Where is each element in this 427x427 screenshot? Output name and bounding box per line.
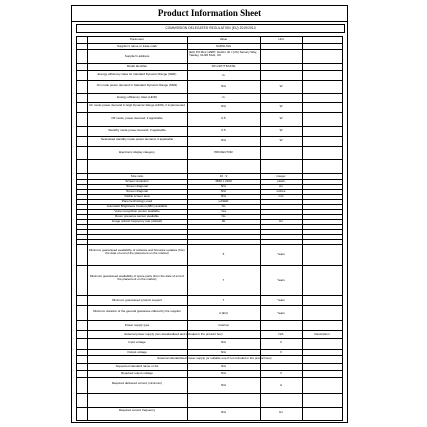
standard-power-label: External standardised power supply (or suitable one if not included in the product box) — [157, 357, 272, 360]
resolution-unit: pixels — [277, 180, 285, 183]
diagonal-unit: cm — [279, 185, 283, 188]
row-value: 0.5 — [221, 129, 226, 132]
row-line — [77, 355, 342, 356]
row-line — [77, 173, 342, 174]
diagonal-inch-label: Screen diagonal — [126, 190, 148, 193]
page-title: Product Information Sheet — [72, 6, 347, 22]
row-value: 0.5 — [221, 117, 226, 120]
row-line — [77, 407, 342, 408]
row-line — [77, 112, 342, 113]
warranty-label: Minimum duration of the general guarantee offered by the supplier — [93, 310, 181, 313]
refresh-unit: Hz — [279, 220, 283, 223]
row-line — [77, 93, 342, 94]
row-line — [77, 349, 342, 350]
output-voltage-value: N/A — [220, 351, 226, 354]
software-value: 5 — [222, 253, 225, 256]
row-label: Energy efficiency class for standard Dynamic Range (SDR) — [97, 73, 177, 76]
row-value: N/A — [220, 105, 226, 108]
input-voltage-value: N/A — [220, 341, 226, 344]
row-label: On mode power demand in High Dynamic Range (HDR), if implemented — [89, 104, 185, 107]
resolution-value: 3840 x 2160 — [215, 180, 232, 183]
row-value: PROJECTOR — [214, 151, 233, 154]
row-unit: W — [279, 85, 283, 88]
row-value: G — [222, 96, 225, 99]
required-frequency-label: Required current frequency — [118, 409, 156, 412]
info-table — [76, 36, 343, 421]
required-output-label: Required output voltage — [121, 372, 153, 375]
row-line — [77, 305, 342, 306]
input-voltage-label: Input voltage — [128, 341, 146, 344]
model-value: SP-LSP7TFAXXE — [211, 65, 236, 68]
support-value: 7 — [222, 299, 225, 302]
power-supply-label: Power supply type — [124, 324, 150, 327]
row-line — [77, 234, 342, 235]
room-label: Room presence sensor available — [115, 215, 159, 218]
required-frequency-unit: Hz — [279, 411, 283, 414]
spare-label: Minimum guaranteed availability of spare parts (from the date of end of the placement on the market) — [89, 275, 185, 281]
row-line — [77, 265, 342, 266]
supplier-address-value: (EU) PO Box 12987, Dublin, IE / (UK) Saxony Way, Yateley, GU46 6GG, UK — [189, 51, 258, 57]
support-unit: Years — [277, 299, 285, 302]
row-line — [77, 126, 342, 127]
supplier-name-value: SAMSUNG — [215, 45, 232, 48]
row-label: Networked standby mode power demand, if applicable — [100, 138, 174, 141]
diagonal-label: Screen diagonal — [126, 185, 148, 188]
row-label: On mode power demand in Standard Dynamic Range (SDR) — [96, 84, 178, 87]
row-unit: W — [279, 117, 283, 120]
row-line — [77, 393, 342, 394]
row-line — [77, 146, 342, 147]
model-label: Model identifier — [126, 65, 148, 68]
row-line — [77, 136, 342, 137]
external-power-extra: Description — [314, 333, 330, 336]
row-line — [77, 330, 342, 331]
row-line — [77, 295, 342, 296]
row-line — [77, 80, 342, 81]
diagonal-inch-unit: inches — [276, 190, 286, 193]
row-line — [77, 244, 342, 245]
power-supply-value: Internal — [218, 324, 229, 327]
row-value: G — [222, 74, 225, 77]
row-line — [77, 224, 342, 225]
abc-label: Automatic Brightness Control (ABC) available — [106, 205, 168, 208]
required-frequency-value: N/A — [220, 411, 226, 414]
row-line — [77, 159, 342, 160]
product-information-sheet — [71, 5, 348, 423]
row-label: Energy efficiency class (HDR) — [117, 96, 157, 99]
row-label: Electronic display category — [119, 151, 155, 154]
row-line — [77, 70, 342, 71]
software-unit: Years — [277, 253, 285, 256]
refresh-value: 60 — [221, 220, 226, 223]
spare-value: 7 — [222, 279, 225, 282]
header-parameter: Parameter — [129, 38, 144, 41]
row-value: N/A — [220, 139, 226, 142]
header-value: Value — [219, 38, 228, 41]
header-unit: Unit — [278, 38, 284, 41]
warranty-value: 2 (EU) — [219, 312, 228, 315]
output-voltage-unit: V — [279, 351, 282, 354]
required-output-unit: V — [279, 372, 282, 375]
external-power-value: N/A — [278, 333, 284, 336]
area-value: N/A — [220, 195, 226, 198]
required-current-unit: A — [279, 384, 282, 387]
row-label: Off mode, power demand, if applicable — [111, 117, 163, 120]
software-label: Minimum guaranteed availability of software and firmware updates (from the date of end of the placement on the market) — [89, 249, 185, 255]
size-label: Size ratio — [130, 175, 144, 178]
standard-name-label: Supported standard name or list — [115, 365, 159, 368]
row-line — [77, 102, 342, 103]
required-current-value: N/A — [220, 384, 226, 387]
external-power-label: External power supply (non-standardised and included in the product box) — [124, 333, 223, 336]
abc-value: No — [221, 205, 226, 208]
row-line — [77, 43, 342, 44]
warranty-unit: Years — [277, 312, 285, 315]
row-unit: W — [279, 129, 283, 132]
row-line — [77, 377, 342, 378]
output-voltage-label: Output voltage — [127, 351, 147, 354]
required-current-label: Required delivered current (minimum) — [111, 382, 163, 385]
row-label: Standby mode power demand, if applicable — [108, 129, 166, 132]
row-line — [77, 239, 342, 240]
resolution-label: Screen resolution — [125, 180, 149, 183]
voice-value: Yes — [221, 210, 226, 213]
row-line — [77, 63, 342, 64]
row-line — [77, 49, 342, 50]
size-value: 16 : 9 — [219, 175, 228, 178]
support-label: Minimum guaranteed product support — [112, 299, 162, 302]
row-value: N/A — [220, 85, 226, 88]
supplier-name-label: Supplier's name or trade mark — [116, 45, 158, 48]
area-unit: cm² — [278, 195, 284, 198]
spare-unit: Years — [277, 279, 285, 282]
standard-name-value: N/A — [220, 365, 226, 368]
room-value: No — [221, 215, 226, 218]
diagonal-value: N/A — [220, 185, 226, 188]
row-unit: W — [279, 139, 283, 142]
row-line — [77, 320, 342, 321]
input-voltage-unit: V — [279, 341, 282, 344]
panel-value: LASER — [218, 200, 229, 203]
diagonal-inch-value: N/A — [220, 190, 226, 193]
row-line — [77, 370, 342, 371]
row-unit: W — [279, 105, 283, 108]
row-line — [77, 363, 342, 364]
refresh-label: Image refresh frequency rate (default) — [111, 220, 163, 223]
area-label: Visible screen area — [124, 195, 150, 198]
row-line — [77, 229, 342, 230]
required-output-value: N/A — [220, 372, 226, 375]
voice-label: Voice recognition sensor available — [114, 210, 160, 213]
regulation-subtitle: COMMISSION DELEGATED REGULATION (EU) 2019/2013 — [76, 24, 345, 33]
size-unit: integer — [276, 175, 286, 178]
panel-label: Panel technology used — [121, 200, 153, 203]
row-line — [77, 338, 342, 339]
supplier-address-label: Supplier's address — [124, 55, 150, 58]
